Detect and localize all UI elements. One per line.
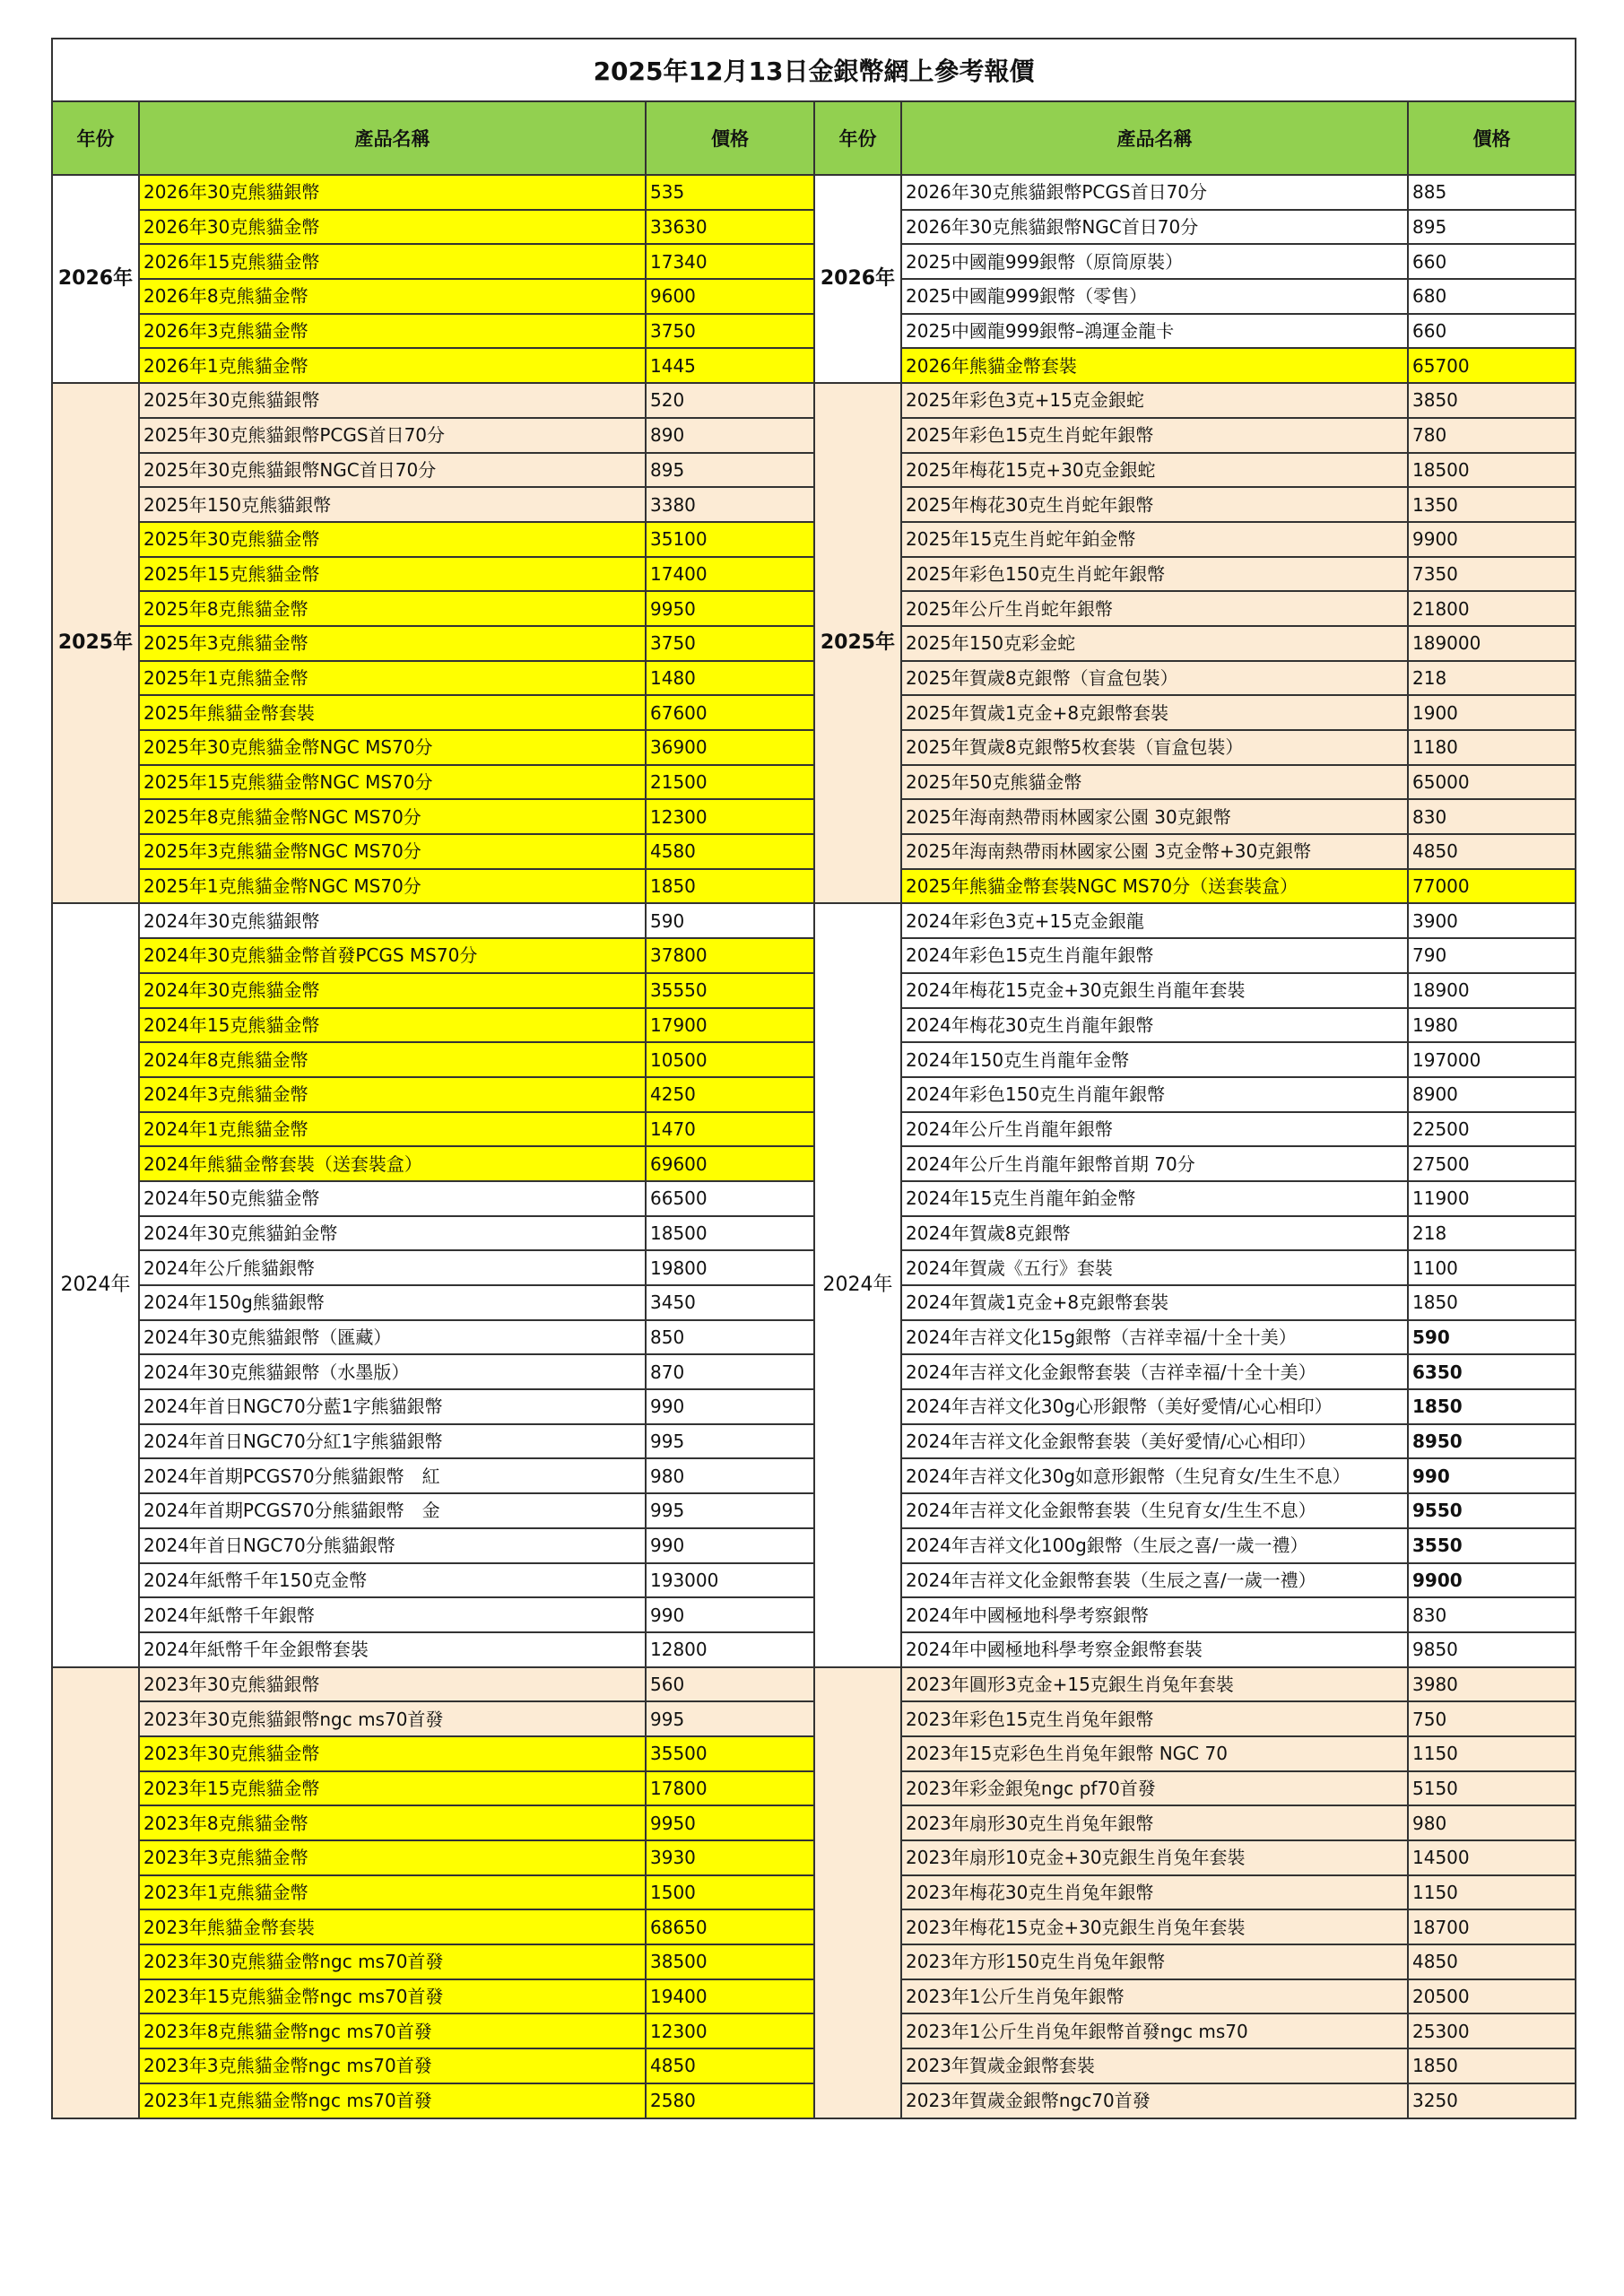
- table-row: [52, 1909, 1576, 1944]
- price-right: 18500: [1408, 453, 1576, 488]
- table-row: [52, 314, 1576, 349]
- price-right: 1850: [1408, 1389, 1576, 1424]
- price-left: 18500: [646, 1216, 814, 1251]
- price-right: 22500: [1408, 1112, 1576, 1147]
- product-name-left: 2023年3克熊貓金幣: [139, 1840, 646, 1875]
- price-left: 19800: [646, 1250, 814, 1285]
- product-name-left: 2025年15克熊貓金幣NGC MS70分: [139, 765, 646, 800]
- product-name-right: 2024年吉祥文化金銀幣套裝（美好愛情/心心相印）: [901, 1424, 1408, 1459]
- product-name-right: 2023年扇形30克生肖兔年銀幣: [901, 1805, 1408, 1840]
- product-name-left: 2026年30克熊貓銀幣: [139, 175, 646, 210]
- header-product-right: 產品名稱: [901, 101, 1408, 175]
- price-left: 1500: [646, 1875, 814, 1910]
- product-name-right: 2026年熊貓金幣套裝: [901, 348, 1408, 383]
- table-row: [52, 1563, 1576, 1598]
- table-row: [52, 1250, 1576, 1285]
- price-right: 990: [1408, 1458, 1576, 1493]
- price-right: 18900: [1408, 973, 1576, 1008]
- product-name-left: 2025年30克熊貓金幣: [139, 522, 646, 557]
- table-row: [52, 453, 1576, 488]
- price-left: 1445: [646, 348, 814, 383]
- product-name-left: 2024年8克熊貓金幣: [139, 1042, 646, 1077]
- product-name-right: 2024年賀歲《五行》套裝: [901, 1250, 1408, 1285]
- table-row: [52, 1667, 1576, 1702]
- header-row: [52, 101, 1576, 175]
- product-name-left: 2024年30克熊貓金幣: [139, 973, 646, 1008]
- price-left: 17800: [646, 1771, 814, 1806]
- table-row: [52, 1597, 1576, 1632]
- table-row: [52, 2083, 1576, 2118]
- product-name-right: 2025中國龍999銀幣（零售）: [901, 279, 1408, 314]
- product-name-left: 2023年30克熊貓金幣: [139, 1736, 646, 1771]
- product-name-right: 2024年中國極地科學考察金銀幣套裝: [901, 1632, 1408, 1667]
- product-name-left: 2025年30克熊貓銀幣PCGS首日70分: [139, 418, 646, 453]
- table-row: [52, 730, 1576, 765]
- product-name-right: 2025中國龍999銀幣–鴻運金龍卡: [901, 314, 1408, 349]
- year-cell-left: 2024年: [52, 903, 139, 1666]
- table-row: [52, 1875, 1576, 1910]
- table-row: [52, 1632, 1576, 1667]
- product-name-right: 2025年熊貓金幣套裝NGC MS70分（送套裝盒）: [901, 869, 1408, 904]
- product-name-right: 2025年賀歲8克銀幣（盲盒包裝）: [901, 661, 1408, 696]
- product-name-left: 2024年3克熊貓金幣: [139, 1077, 646, 1112]
- price-right: 1850: [1408, 1285, 1576, 1320]
- product-name-left: 2023年15克熊貓金幣: [139, 1771, 646, 1806]
- price-right: 1150: [1408, 1875, 1576, 1910]
- price-left: 12300: [646, 799, 814, 834]
- table-row: [52, 244, 1576, 279]
- price-left: 520: [646, 383, 814, 418]
- product-name-right: 2025年150克彩金蛇: [901, 626, 1408, 661]
- price-right: 218: [1408, 1216, 1576, 1251]
- product-name-right: 2024年梅花15克金+30克銀生肖龍年套裝: [901, 973, 1408, 1008]
- product-name-right: 2025年海南熱帶雨林國家公園 30克銀幣: [901, 799, 1408, 834]
- price-left: 19400: [646, 1979, 814, 2014]
- product-name-left: 2023年30克熊貓銀幣: [139, 1667, 646, 1702]
- price-left: 3750: [646, 626, 814, 661]
- price-left: 9950: [646, 1805, 814, 1840]
- price-left: 66500: [646, 1181, 814, 1216]
- product-name-left: 2024年首日NGC70分紅1字熊貓銀幣: [139, 1424, 646, 1459]
- price-right: 660: [1408, 244, 1576, 279]
- price-right: 77000: [1408, 869, 1576, 904]
- price-left: 1480: [646, 661, 814, 696]
- product-name-left: 2023年3克熊貓金幣ngc ms70首發: [139, 2048, 646, 2083]
- price-table: [51, 38, 1576, 2119]
- table-row: [52, 1354, 1576, 1389]
- header-year-right: 年份: [814, 101, 901, 175]
- price-left: 9950: [646, 591, 814, 626]
- price-right: 1980: [1408, 1008, 1576, 1043]
- product-name-right: 2023年扇形10克金+30克銀生肖兔年套裝: [901, 1840, 1408, 1875]
- product-name-left: 2025年3克熊貓金幣NGC MS70分: [139, 834, 646, 869]
- product-name-left: 2023年30克熊貓銀幣ngc ms70首發: [139, 1701, 646, 1736]
- product-name-left: 2025年1克熊貓金幣NGC MS70分: [139, 869, 646, 904]
- price-left: 17340: [646, 244, 814, 279]
- table-row: [52, 1701, 1576, 1736]
- product-name-left: 2026年3克熊貓金幣: [139, 314, 646, 349]
- price-left: 38500: [646, 1944, 814, 1979]
- table-row: [52, 1146, 1576, 1181]
- product-name-right: 2025年梅花15克+30克金銀蛇: [901, 453, 1408, 488]
- price-left: 35500: [646, 1736, 814, 1771]
- header-product-left: 產品名稱: [139, 101, 646, 175]
- product-name-left: 2024年150g熊貓銀幣: [139, 1285, 646, 1320]
- table-row: [52, 695, 1576, 730]
- table-row: [52, 1285, 1576, 1320]
- price-right: 830: [1408, 1597, 1576, 1632]
- table-row: [52, 1979, 1576, 2014]
- price-left: 980: [646, 1458, 814, 1493]
- table-row: [52, 765, 1576, 800]
- price-left: 995: [646, 1701, 814, 1736]
- product-name-right: 2023年彩金銀兔ngc pf70首發: [901, 1771, 1408, 1806]
- price-left: 535: [646, 175, 814, 210]
- price-right: 18700: [1408, 1909, 1576, 1944]
- table-row: [52, 869, 1576, 904]
- price-right: 9900: [1408, 522, 1576, 557]
- year-cell-right: 2024年: [814, 903, 901, 1666]
- price-right: 895: [1408, 210, 1576, 245]
- table-row: [52, 1181, 1576, 1216]
- product-name-right: 2023年方形150克生肖兔年銀幣: [901, 1944, 1408, 1979]
- table-row: [52, 383, 1576, 418]
- product-name-left: 2026年30克熊貓金幣: [139, 210, 646, 245]
- product-name-right: 2025年彩色15克生肖蛇年銀幣: [901, 418, 1408, 453]
- product-name-right: 2025年彩色3克+15克金銀蛇: [901, 383, 1408, 418]
- price-right: 4850: [1408, 834, 1576, 869]
- price-left: 990: [646, 1528, 814, 1563]
- product-name-left: 2024年30克熊貓鉑金幣: [139, 1216, 646, 1251]
- product-name-right: 2025年15克生肖蛇年鉑金幣: [901, 522, 1408, 557]
- price-left: 4250: [646, 1077, 814, 1112]
- product-name-left: 2023年1克熊貓金幣ngc ms70首發: [139, 2083, 646, 2118]
- product-name-left: 2024年30克熊貓銀幣: [139, 903, 646, 938]
- product-name-left: 2026年15克熊貓金幣: [139, 244, 646, 279]
- product-name-right: 2024年賀歲8克銀幣: [901, 1216, 1408, 1251]
- product-name-right: 2025年梅花30克生肖蛇年銀幣: [901, 487, 1408, 522]
- product-name-left: 2025年8克熊貓金幣NGC MS70分: [139, 799, 646, 834]
- table-row: [52, 834, 1576, 869]
- table-row: [52, 591, 1576, 626]
- product-name-right: 2024年梅花30克生肖龍年銀幣: [901, 1008, 1408, 1043]
- product-name-right: 2023年彩色15克生肖兔年銀幣: [901, 1701, 1408, 1736]
- price-left: 3930: [646, 1840, 814, 1875]
- product-name-left: 2025年30克熊貓銀幣NGC首日70分: [139, 453, 646, 488]
- table-row: [52, 1528, 1576, 1563]
- price-right: 1180: [1408, 730, 1576, 765]
- price-left: 995: [646, 1424, 814, 1459]
- table-row: [52, 1042, 1576, 1077]
- price-right: 65000: [1408, 765, 1576, 800]
- header-price-left: 價格: [646, 101, 814, 175]
- price-right: 189000: [1408, 626, 1576, 661]
- price-left: 17900: [646, 1008, 814, 1043]
- product-name-right: 2024年吉祥文化金銀幣套裝（吉祥幸福/十全十美）: [901, 1354, 1408, 1389]
- price-left: 193000: [646, 1563, 814, 1598]
- product-name-left: 2025年15克熊貓金幣: [139, 557, 646, 592]
- price-left: 590: [646, 903, 814, 938]
- price-left: 1470: [646, 1112, 814, 1147]
- product-name-left: 2024年30克熊貓金幣首發PCGS MS70分: [139, 938, 646, 973]
- table-row: [52, 799, 1576, 834]
- product-name-right: 2024年吉祥文化金銀幣套裝（生辰之喜/一歲一禮）: [901, 1563, 1408, 1598]
- price-left: 3750: [646, 314, 814, 349]
- product-name-left: 2024年首期PCGS70分熊貓銀幣 金: [139, 1493, 646, 1528]
- price-right: 218: [1408, 661, 1576, 696]
- product-name-right: 2025年公斤生肖蛇年銀幣: [901, 591, 1408, 626]
- year-cell-left: [52, 1667, 139, 2118]
- price-right: 9900: [1408, 1563, 1576, 1598]
- price-right: 9550: [1408, 1493, 1576, 1528]
- product-name-left: 2024年首期PCGS70分熊貓銀幣 紅: [139, 1458, 646, 1493]
- product-name-right: 2023年梅花15克金+30克銀生肖兔年套裝: [901, 1909, 1408, 1944]
- product-name-right: 2024年中國極地科學考察銀幣: [901, 1597, 1408, 1632]
- table-row: [52, 1216, 1576, 1251]
- price-left: 3380: [646, 487, 814, 522]
- product-name-left: 2024年首日NGC70分藍1字熊貓銀幣: [139, 1389, 646, 1424]
- table-row: [52, 2048, 1576, 2083]
- product-name-left: 2024年首日NGC70分熊貓銀幣: [139, 1528, 646, 1563]
- year-cell-right: [814, 1667, 901, 2118]
- product-name-left: 2024年公斤熊貓銀幣: [139, 1250, 646, 1285]
- price-sheet: [51, 38, 1575, 2119]
- price-right: 1850: [1408, 2048, 1576, 2083]
- product-name-right: 2024年賀歲1克金+8克銀幣套裝: [901, 1285, 1408, 1320]
- product-name-right: 2023年1公斤生肖兔年銀幣首發ngc ms70: [901, 2013, 1408, 2048]
- product-name-right: 2024年150克生肖龍年金幣: [901, 1042, 1408, 1077]
- table-row: [52, 2013, 1576, 2048]
- product-name-left: 2025年8克熊貓金幣: [139, 591, 646, 626]
- sheet-title: 2025年12月13日金銀幣網上參考報價: [52, 39, 1576, 101]
- price-right: 5150: [1408, 1771, 1576, 1806]
- product-name-left: 2024年50克熊貓金幣: [139, 1181, 646, 1216]
- table-row: [52, 418, 1576, 453]
- year-cell-right: 2026年: [814, 175, 901, 383]
- product-name-right: 2024年彩色15克生肖龍年銀幣: [901, 938, 1408, 973]
- table-row: [52, 487, 1576, 522]
- price-right: 21800: [1408, 591, 1576, 626]
- table-row: [52, 973, 1576, 1008]
- price-right: 590: [1408, 1320, 1576, 1355]
- product-name-right: 2025年50克熊貓金幣: [901, 765, 1408, 800]
- price-right: 1150: [1408, 1736, 1576, 1771]
- product-name-right: 2024年吉祥文化30g心形銀幣（美好愛情/心心相印）: [901, 1389, 1408, 1424]
- table-row: [52, 1805, 1576, 1840]
- table-row: [52, 348, 1576, 383]
- table-row: [52, 1840, 1576, 1875]
- product-name-right: 2025年海南熱帶雨林國家公園 3克金幣+30克銀幣: [901, 834, 1408, 869]
- table-row: [52, 626, 1576, 661]
- price-left: 17400: [646, 557, 814, 592]
- product-name-right: 2024年公斤生肖龍年銀幣: [901, 1112, 1408, 1147]
- price-left: 9600: [646, 279, 814, 314]
- product-name-right: 2025年彩色150克生肖蛇年銀幣: [901, 557, 1408, 592]
- product-name-right: 2023年1公斤生肖兔年銀幣: [901, 1979, 1408, 2014]
- price-left: 995: [646, 1493, 814, 1528]
- price-right: 3850: [1408, 383, 1576, 418]
- table-body: [52, 175, 1576, 2118]
- product-name-left: 2023年8克熊貓金幣: [139, 1805, 646, 1840]
- price-left: 3450: [646, 1285, 814, 1320]
- price-right: 27500: [1408, 1146, 1576, 1181]
- price-right: 25300: [1408, 2013, 1576, 2048]
- price-left: 2580: [646, 2083, 814, 2118]
- price-right: 8950: [1408, 1424, 1576, 1459]
- price-left: 870: [646, 1354, 814, 1389]
- product-name-left: 2024年紙幣千年150克金幣: [139, 1563, 646, 1598]
- product-name-right: 2024年公斤生肖龍年銀幣首期 70分: [901, 1146, 1408, 1181]
- year-cell-left: 2025年: [52, 383, 139, 903]
- price-right: 4850: [1408, 1944, 1576, 1979]
- product-name-right: 2023年賀歲金銀幣套裝: [901, 2048, 1408, 2083]
- table-row: [52, 1736, 1576, 1771]
- price-left: 12800: [646, 1632, 814, 1667]
- product-name-right: 2024年吉祥文化15g銀幣（吉祥幸福/十全十美）: [901, 1320, 1408, 1355]
- table-row: [52, 1320, 1576, 1355]
- table-row: [52, 903, 1576, 938]
- price-left: 69600: [646, 1146, 814, 1181]
- price-left: 68650: [646, 1909, 814, 1944]
- product-name-right: 2023年圓形3克金+15克銀生肖兔年套裝: [901, 1667, 1408, 1702]
- price-left: 990: [646, 1389, 814, 1424]
- table-row: [52, 938, 1576, 973]
- product-name-left: 2024年紙幣千年銀幣: [139, 1597, 646, 1632]
- product-name-right: 2024年吉祥文化100g銀幣（生辰之喜/一歲一禮）: [901, 1528, 1408, 1563]
- table-row: [52, 1771, 1576, 1806]
- product-name-right: 2025中國龍999銀幣（原筒原裝）: [901, 244, 1408, 279]
- table-row: [52, 1008, 1576, 1043]
- table-row: [52, 1077, 1576, 1112]
- product-name-left: 2025年3克熊貓金幣: [139, 626, 646, 661]
- price-left: 67600: [646, 695, 814, 730]
- table-row: [52, 1458, 1576, 1493]
- price-left: 36900: [646, 730, 814, 765]
- product-name-left: 2024年15克熊貓金幣: [139, 1008, 646, 1043]
- price-right: 680: [1408, 279, 1576, 314]
- price-left: 33630: [646, 210, 814, 245]
- product-name-left: 2026年1克熊貓金幣: [139, 348, 646, 383]
- price-right: 780: [1408, 418, 1576, 453]
- product-name-right: 2025年賀歲1克金+8克銀幣套裝: [901, 695, 1408, 730]
- table-row: [52, 1389, 1576, 1424]
- price-right: 790: [1408, 938, 1576, 973]
- header-year-left: 年份: [52, 101, 139, 175]
- price-left: 4580: [646, 834, 814, 869]
- product-name-left: 2023年8克熊貓金幣ngc ms70首發: [139, 2013, 646, 2048]
- price-right: 6350: [1408, 1354, 1576, 1389]
- table-row: [52, 175, 1576, 210]
- price-right: 3250: [1408, 2083, 1576, 2118]
- price-right: 14500: [1408, 1840, 1576, 1875]
- table-row: [52, 210, 1576, 245]
- product-name-left: 2025年1克熊貓金幣: [139, 661, 646, 696]
- table-row: [52, 557, 1576, 592]
- price-right: 980: [1408, 1805, 1576, 1840]
- price-right: 7350: [1408, 557, 1576, 592]
- price-left: 12300: [646, 2013, 814, 2048]
- price-right: 3550: [1408, 1528, 1576, 1563]
- price-left: 37800: [646, 938, 814, 973]
- product-name-right: 2025年賀歲8克銀幣5枚套裝（盲盒包裝）: [901, 730, 1408, 765]
- product-name-left: 2024年30克熊貓銀幣（匯藏）: [139, 1320, 646, 1355]
- price-left: 4850: [646, 2048, 814, 2083]
- product-name-left: 2025年30克熊貓銀幣: [139, 383, 646, 418]
- price-right: 750: [1408, 1701, 1576, 1736]
- price-right: 3900: [1408, 903, 1576, 938]
- product-name-left: 2025年30克熊貓金幣NGC MS70分: [139, 730, 646, 765]
- product-name-left: 2023年1克熊貓金幣: [139, 1875, 646, 1910]
- product-name-left: 2023年15克熊貓金幣ngc ms70首發: [139, 1979, 646, 2014]
- product-name-left: 2023年熊貓金幣套裝: [139, 1909, 646, 1944]
- product-name-right: 2024年吉祥文化金銀幣套裝（生兒育女/生生不息）: [901, 1493, 1408, 1528]
- price-left: 35550: [646, 973, 814, 1008]
- price-right: 20500: [1408, 1979, 1576, 2014]
- product-name-right: 2024年彩色3克+15克金銀龍: [901, 903, 1408, 938]
- price-right: 11900: [1408, 1181, 1576, 1216]
- product-name-right: 2026年30克熊貓銀幣NGC首日70分: [901, 210, 1408, 245]
- table-row: [52, 279, 1576, 314]
- product-name-right: 2023年賀歲金銀幣ngc70首發: [901, 2083, 1408, 2118]
- price-right: 885: [1408, 175, 1576, 210]
- product-name-right: 2023年梅花30克生肖兔年銀幣: [901, 1875, 1408, 1910]
- product-name-right: 2023年15克彩色生肖兔年銀幣 NGC 70: [901, 1736, 1408, 1771]
- table-row: [52, 522, 1576, 557]
- price-left: 890: [646, 418, 814, 453]
- price-left: 1850: [646, 869, 814, 904]
- product-name-left: 2026年8克熊貓金幣: [139, 279, 646, 314]
- price-right: 660: [1408, 314, 1576, 349]
- product-name-left: 2024年1克熊貓金幣: [139, 1112, 646, 1147]
- price-right: 1900: [1408, 695, 1576, 730]
- product-name-left: 2023年30克熊貓金幣ngc ms70首發: [139, 1944, 646, 1979]
- year-cell-left: 2026年: [52, 175, 139, 383]
- price-right: 830: [1408, 799, 1576, 834]
- table-row: [52, 1112, 1576, 1147]
- price-left: 895: [646, 453, 814, 488]
- table-row: [52, 1493, 1576, 1528]
- price-left: 21500: [646, 765, 814, 800]
- product-name-left: 2025年150克熊貓銀幣: [139, 487, 646, 522]
- product-name-left: 2024年熊貓金幣套裝（送套裝盒）: [139, 1146, 646, 1181]
- price-left: 850: [646, 1320, 814, 1355]
- table-row: [52, 1424, 1576, 1459]
- year-cell-right: 2025年: [814, 383, 901, 903]
- product-name-right: 2024年吉祥文化30g如意形銀幣（生兒育女/生生不息）: [901, 1458, 1408, 1493]
- table-row: [52, 661, 1576, 696]
- product-name-left: 2025年熊貓金幣套裝: [139, 695, 646, 730]
- price-left: 560: [646, 1667, 814, 1702]
- price-right: 9850: [1408, 1632, 1576, 1667]
- price-left: 990: [646, 1597, 814, 1632]
- product-name-left: 2024年30克熊貓銀幣（水墨版）: [139, 1354, 646, 1389]
- product-name-left: 2024年紙幣千年金銀幣套裝: [139, 1632, 646, 1667]
- price-right: 1350: [1408, 487, 1576, 522]
- price-right: 8900: [1408, 1077, 1576, 1112]
- header-price-right: 價格: [1408, 101, 1576, 175]
- price-right: 197000: [1408, 1042, 1576, 1077]
- price-right: 1100: [1408, 1250, 1576, 1285]
- price-left: 10500: [646, 1042, 814, 1077]
- product-name-right: 2024年15克生肖龍年鉑金幣: [901, 1181, 1408, 1216]
- price-right: 3980: [1408, 1667, 1576, 1702]
- price-right: 65700: [1408, 348, 1576, 383]
- product-name-right: 2024年彩色150克生肖龍年銀幣: [901, 1077, 1408, 1112]
- table-row: [52, 1944, 1576, 1979]
- price-left: 35100: [646, 522, 814, 557]
- product-name-right: 2026年30克熊貓銀幣PCGS首日70分: [901, 175, 1408, 210]
